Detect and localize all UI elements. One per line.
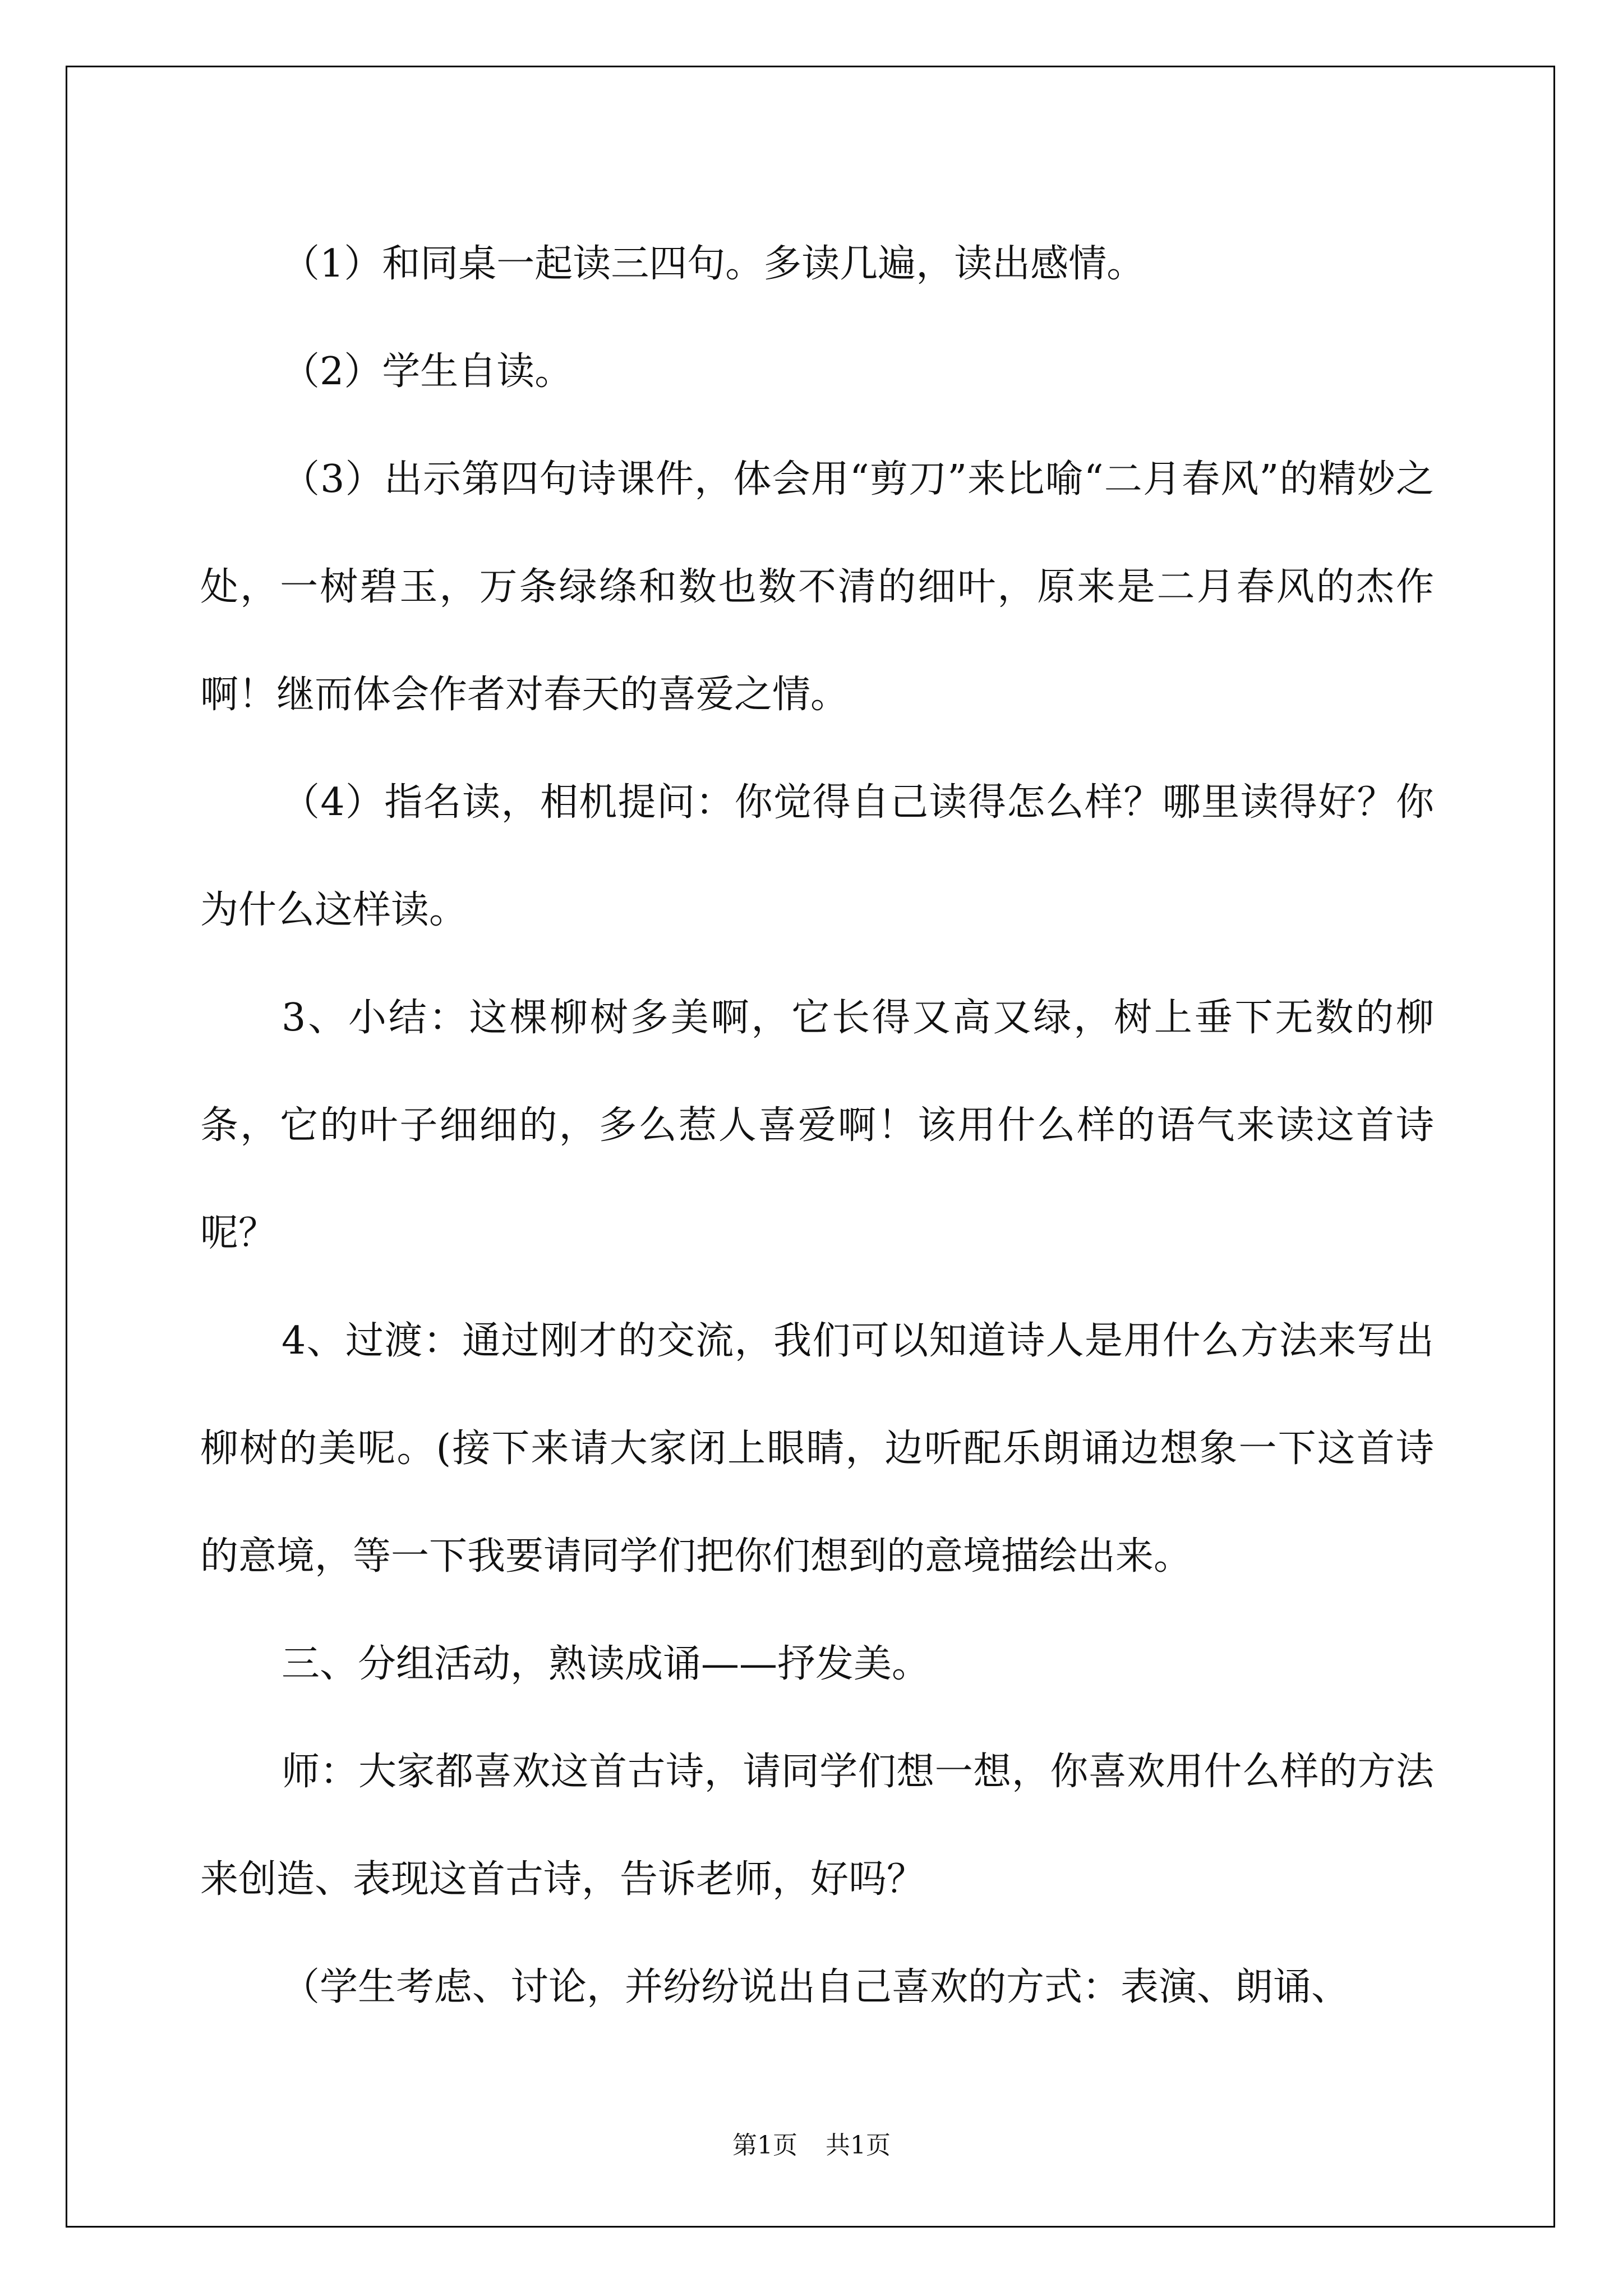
document-body	[200, 210, 1434, 2041]
paragraph: 三、分组活动，熟读成诵——抒发美。	[282, 1642, 930, 1686]
paragraph: （2）学生自读。	[282, 349, 573, 394]
paragraph: 4、过渡：通过刚才的交流，我们可以知道诗人是用什么方法来写出柳树的美呢。(接下来请大家闭上眼睛，边听配乐朗诵边想象一下这首诗的意境，等一下我要请同学们把你们想到的意境描绘出来。	[200, 1319, 1434, 1579]
paragraph: （3）出示第四句诗课件，体会用“剪刀”来比喻“二月春风”的精妙之处，一树碧玉，万条绿绦和数也数不清的细叶，原来是二月春风的杰作啊！继而体会作者对春天的喜爱之情。	[200, 457, 1434, 717]
page-number: 第1页	[732, 2131, 797, 2160]
page-total: 共1页	[826, 2131, 891, 2160]
page-footer	[0, 2129, 1623, 2162]
paragraph: （1）和同桌一起读三四句。多读几遍，读出感情。	[282, 242, 1145, 286]
paragraph: （4）指名读，相机提问：你觉得自己读得怎么样？哪里读得好？你为什么这样读。	[200, 780, 1434, 932]
paragraph: 3、小结：这棵柳树多美啊，它长得又高又绿，树上垂下无数的柳条，它的叶子细细的，多么惹人喜爱啊！该用什么样的语气来读这首诗呢？	[200, 996, 1434, 1255]
paragraph: 师：大家都喜欢这首古诗，请同学们想一想，你喜欢用什么样的方法来创造、表现这首古诗，告诉老师，好吗？	[200, 1750, 1434, 1902]
paragraph: （学生考虑、讨论，并纷纷说出自己喜欢的方式：表演、朗诵、	[282, 1965, 1350, 2009]
